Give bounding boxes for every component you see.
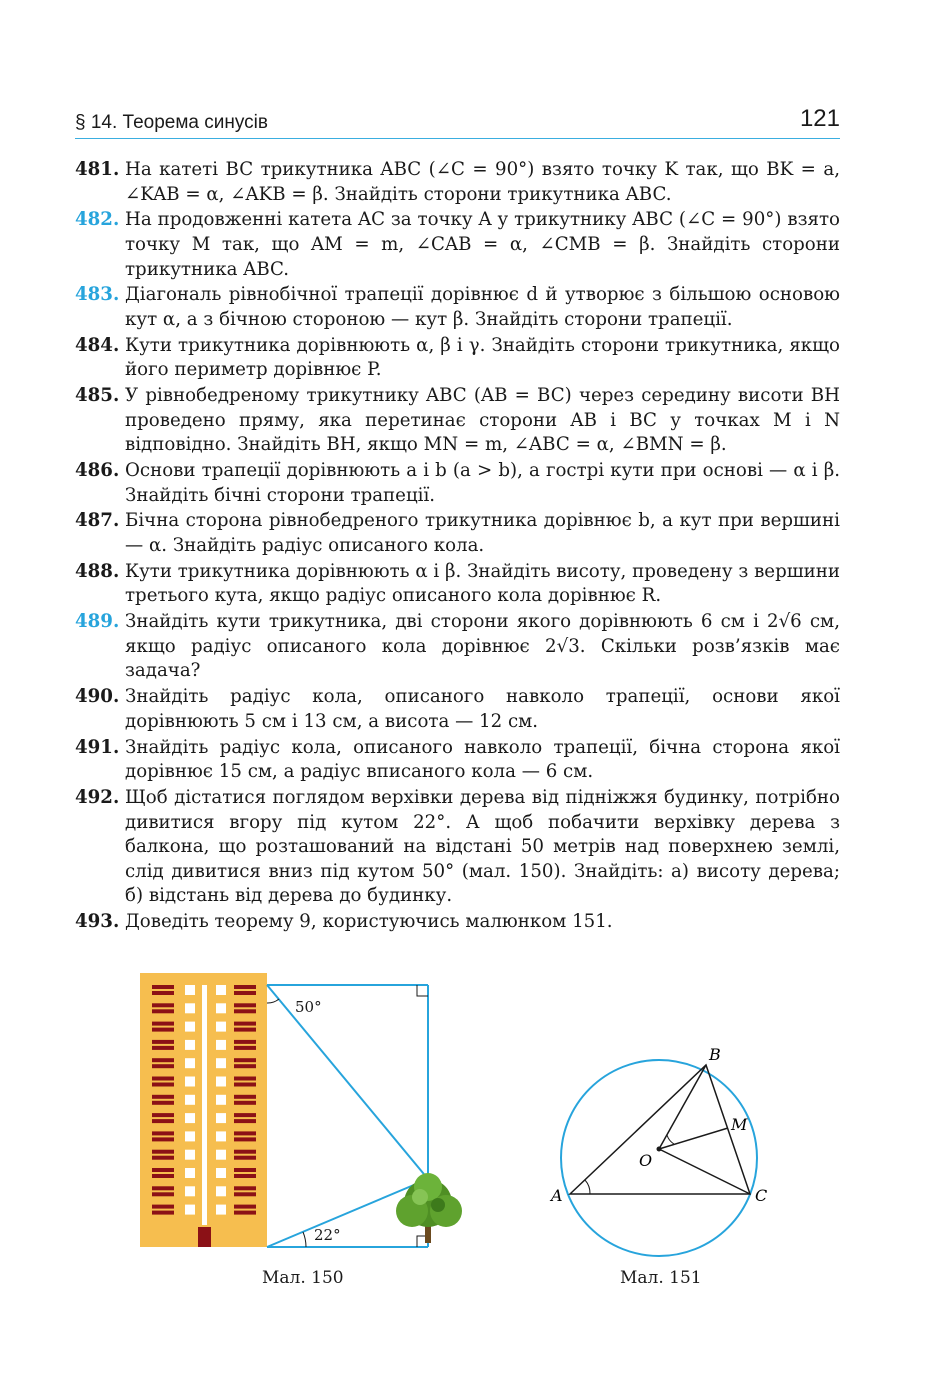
problem-list: [75, 158, 840, 936]
problem-number: 484.: [75, 334, 120, 356]
building-window: [152, 1095, 174, 1099]
problem-number: 493.: [75, 911, 120, 933]
building-window: [152, 1022, 174, 1026]
building-window: [234, 1113, 256, 1117]
angle-arc-50: [267, 999, 279, 1003]
problem-number: 487.: [75, 510, 120, 532]
problem-text: Кути трикутника дорівнюють α і β. Знайдіть висоту, проведену з вершини третього кута, якщо радіус описаного кола дорівнює R.: [125, 560, 840, 607]
problem-text: Доведіть теорему 9, користуючись малюнком 151.: [125, 911, 613, 933]
building-window: [234, 1003, 256, 1007]
building-window: [185, 1150, 195, 1160]
page-header: [75, 104, 840, 139]
problem-483: [75, 283, 840, 332]
building-window: [152, 1131, 174, 1135]
building-window: [152, 1168, 174, 1172]
building-window: [152, 1205, 174, 1209]
figure-150: [130, 965, 480, 1260]
tree: [396, 1173, 462, 1243]
building-window: [216, 1003, 226, 1013]
building-window: [152, 1046, 174, 1050]
building-window: [234, 1211, 256, 1215]
building-window: [152, 1113, 174, 1117]
building-window: [234, 1040, 256, 1044]
problem-number: 482.: [75, 209, 120, 231]
building-window: [152, 1137, 174, 1141]
problem-number: 483.: [75, 284, 120, 306]
angle-label-22: 22°: [314, 1226, 341, 1244]
figure-151-caption: Мал. 151: [620, 1268, 702, 1288]
building-window: [234, 1137, 256, 1141]
building-window: [185, 1113, 195, 1123]
building-window: [152, 1040, 174, 1044]
section-title: § 14. Теорема синусів: [75, 112, 268, 133]
building-window: [216, 1040, 226, 1050]
building-window: [234, 1168, 256, 1172]
label-b: B: [709, 1045, 721, 1064]
problem-number: 485.: [75, 385, 120, 407]
problem-number: 486.: [75, 460, 120, 482]
problem-488: [75, 560, 840, 609]
problem-number: 492.: [75, 786, 120, 808]
label-m: M: [731, 1115, 748, 1134]
building-window: [185, 985, 195, 995]
building-window: [234, 1101, 256, 1105]
sight-line-down: [267, 985, 428, 1179]
building-window: [152, 1174, 174, 1178]
building-window: [216, 1205, 226, 1215]
building-window: [152, 1077, 174, 1081]
problem-number: 481.: [75, 159, 120, 180]
building-window: [152, 1119, 174, 1123]
problem-number: 488.: [75, 560, 120, 582]
problem-485: [75, 384, 840, 458]
right-angle-mark: [417, 985, 428, 996]
problem-number: 491.: [75, 736, 120, 758]
problem-text: У рівнобедреному трикутнику ABC (AB = BC) через середину висоти BH проведено пряму, яка перетинає сторони AB і BC у точках M і N відповідно. Знайдіть BH, якщо MN = m, ∠ABC = α, ∠BMN = β.: [125, 385, 840, 456]
problem-text: Діагональ рівнобічної трапеції дорівнює d й утворює з більшою основою кут α, а з бічною стороною — кут β. Знайдіть сторони трапеції.: [125, 284, 840, 330]
building-window: [152, 1211, 174, 1215]
building-window: [152, 1186, 174, 1190]
problem-481: [75, 158, 840, 207]
building-window: [216, 1186, 226, 1196]
building-window: [234, 1022, 256, 1026]
building-window: [152, 985, 174, 989]
circumcircle: [561, 1060, 757, 1256]
building-window: [185, 1168, 195, 1178]
building-window: [216, 1022, 226, 1032]
building-window: [234, 1064, 256, 1068]
problem-text: Кути трикутника дорівнюють α, β і γ. Знайдіть сторони трикутника, якщо його периметр дорівнює P.: [125, 334, 840, 381]
problem-text: Бічна сторона рівнобедреного трикутника дорівнює b, а кут при вершині — α. Знайдіть радіус описаного кола.: [125, 510, 840, 557]
building-window: [234, 1046, 256, 1050]
problem-number: 489.: [75, 611, 120, 633]
problem-text: Основи трапеції дорівнюють a і b (a > b), а гострі кути при основі — α і β. Знайдіть бічні сторони трапеції.: [125, 460, 840, 506]
building-window: [185, 1058, 195, 1068]
building-door: [198, 1227, 211, 1247]
building-window: [234, 1077, 256, 1081]
problem-text: Знайдіть кути трикутника, дві сторони якого дорівнюють 6 см і 2√6 см, якщо радіус описаного кола дорівнює 2√3. Скільки розв’язків має задача?: [125, 611, 840, 682]
problem-text: Щоб дістатися поглядом верхівки дерева від підніжжя будинку, потрібно дивитися вгору під кутом 22°. А щоб побачити верхівку дерева з балкона, що розташований на відстані 50 метрів над поверхнею землі, слід дивитися вниз під кутом 50° (мал. 150). Знайдіть: а) висоту дерева; б) відстань від дерева до будинку.: [125, 786, 840, 907]
building-window: [152, 1156, 174, 1160]
angle-arc-22: [303, 1232, 306, 1247]
building-stripe: [202, 985, 207, 1225]
building-window: [152, 1058, 174, 1062]
building-window: [216, 1113, 226, 1123]
building-window: [234, 1192, 256, 1196]
problem-487: [75, 509, 840, 558]
building-window: [152, 991, 174, 995]
building-window: [185, 1022, 195, 1032]
problem-text: На катеті BC трикутника ABC (∠C = 90°) взято точку K так, що BK = a, ∠KAB = α, ∠AKB = β. Знайдіть сторони трикутника ABC.: [125, 159, 840, 205]
angle-arc-o: [667, 1135, 674, 1144]
building-window: [234, 1174, 256, 1178]
building-window: [216, 1095, 226, 1105]
building-window: [152, 1028, 174, 1032]
angle-label-50: 50°: [295, 998, 322, 1016]
figure-151: [540, 1035, 780, 1265]
building-window: [185, 1205, 195, 1215]
page-number: 121: [799, 105, 840, 132]
building-window: [216, 985, 226, 995]
building-window: [234, 1131, 256, 1135]
building-window: [234, 985, 256, 989]
building-window: [234, 1058, 256, 1062]
problem-491: [75, 736, 840, 785]
label-a: A: [551, 1186, 563, 1205]
building-window: [234, 1095, 256, 1099]
problem-482: [75, 208, 840, 282]
problem-493: [75, 910, 840, 935]
building-window: [185, 1040, 195, 1050]
building-window: [234, 1205, 256, 1209]
building-window: [152, 1101, 174, 1105]
problem-text: Знайдіть радіус кола, описаного навколо трапеції, бічна сторона якої дорівнює 15 см, а радіус вписаного кола — 6 см.: [125, 736, 840, 783]
building-window: [234, 1186, 256, 1190]
label-c: C: [755, 1186, 768, 1205]
building-window: [152, 1003, 174, 1007]
building-window: [216, 1077, 226, 1087]
building-window: [152, 1150, 174, 1154]
problem-489: [75, 610, 840, 684]
label-o: O: [639, 1151, 653, 1170]
figure-150-caption: Мал. 150: [262, 1268, 344, 1288]
building-window: [234, 991, 256, 995]
building-window: [234, 1009, 256, 1013]
building-window: [152, 1083, 174, 1087]
building-window: [185, 1095, 195, 1105]
building-window: [234, 1150, 256, 1154]
problem-492: [75, 786, 840, 909]
building-window: [216, 1131, 226, 1141]
building-window: [152, 1064, 174, 1068]
building-window: [234, 1028, 256, 1032]
building-window: [234, 1119, 256, 1123]
building-window: [216, 1168, 226, 1178]
building-window: [185, 1077, 195, 1087]
building-window: [234, 1083, 256, 1087]
building-window: [216, 1150, 226, 1160]
building-window: [185, 1186, 195, 1196]
angle-arc-a: [585, 1180, 590, 1194]
problem-number: 490.: [75, 686, 120, 708]
problem-490: [75, 685, 840, 734]
problem-text: На продовженні катета AC за точку A у трикутнику ABC (∠C = 90°) взято точку M так, що AM = m, ∠CAB = α, ∠CMB = β. Знайдіть сторони трикутника ABC.: [125, 209, 840, 280]
problem-484: [75, 334, 840, 383]
building-window: [234, 1156, 256, 1160]
building-window: [185, 1003, 195, 1013]
building-window: [152, 1192, 174, 1196]
problem-text: Знайдіть радіус кола, описаного навколо трапеції, основи якої дорівнюють 5 см і 13 см, а висота — 12 см.: [125, 686, 840, 732]
center-o: [657, 1147, 662, 1152]
building-window: [152, 1009, 174, 1013]
problem-486: [75, 459, 840, 508]
building-window: [185, 1131, 195, 1141]
building-window: [216, 1058, 226, 1068]
